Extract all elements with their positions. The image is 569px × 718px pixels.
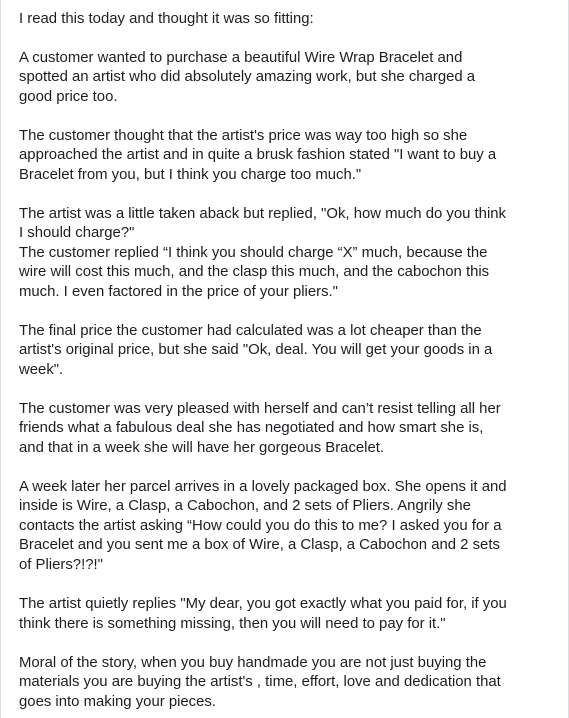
- story-paragraph: The artist was a little taken aback but replied, "Ok, how much do you think I should charge?" The customer replied “I think you should charge “X” much, because the wire will cost this much, and the clasp this much, and the cabochon this much. I even factored in the price of your pliers.": [19, 205, 506, 300]
- intro-paragraph: I read this today and thought it was so fitting:: [19, 11, 314, 27]
- moral-paragraph: Moral of the story, when you buy handmade you are not just buying the materials you are buying the artist's , time, effort, love and dedication that goes into making your pieces.: [19, 654, 501, 710]
- story-paragraph: A customer wanted to purchase a beautiful Wire Wrap Bracelet and spotted an artist who did absolutely amazing work, but she charged a good price too.: [19, 49, 476, 105]
- story-paragraph: The artist quietly replies "My dear, you got exactly what you paid for, if you think there is something missing, then you will need to pay for it.": [19, 596, 507, 632]
- story-paragraph: A week later her parcel arrives in a lovely packaged box. She opens it and inside is Wire, a Clasp, a Cabochon, and 2 sets of Pliers. Angrily she contacts the artist asking “How could you do this to me? I asked you for a Bracelet and you sent me a box of Wire, a Clasp, a Cabochon and 2 sets of Pliers?!?!": [19, 478, 507, 573]
- story-paragraph: The final price the customer had calculated was a lot cheaper than the artist's original price, but she said "Ok, deal. You will get your goods in a week".: [19, 322, 493, 378]
- story-paragraph: The customer was very pleased with herself and can’t resist telling all her friends what a fabulous deal she has negotiated and how smart she is, and that in a week she will have her gorgeous Bracelet.: [19, 400, 501, 456]
- story-paragraph: The customer thought that the artist's price was way too high so she approached the artist and in quite a brusk fashion stated "I want to buy a Bracelet from you, but I think you charge too much.": [19, 127, 497, 183]
